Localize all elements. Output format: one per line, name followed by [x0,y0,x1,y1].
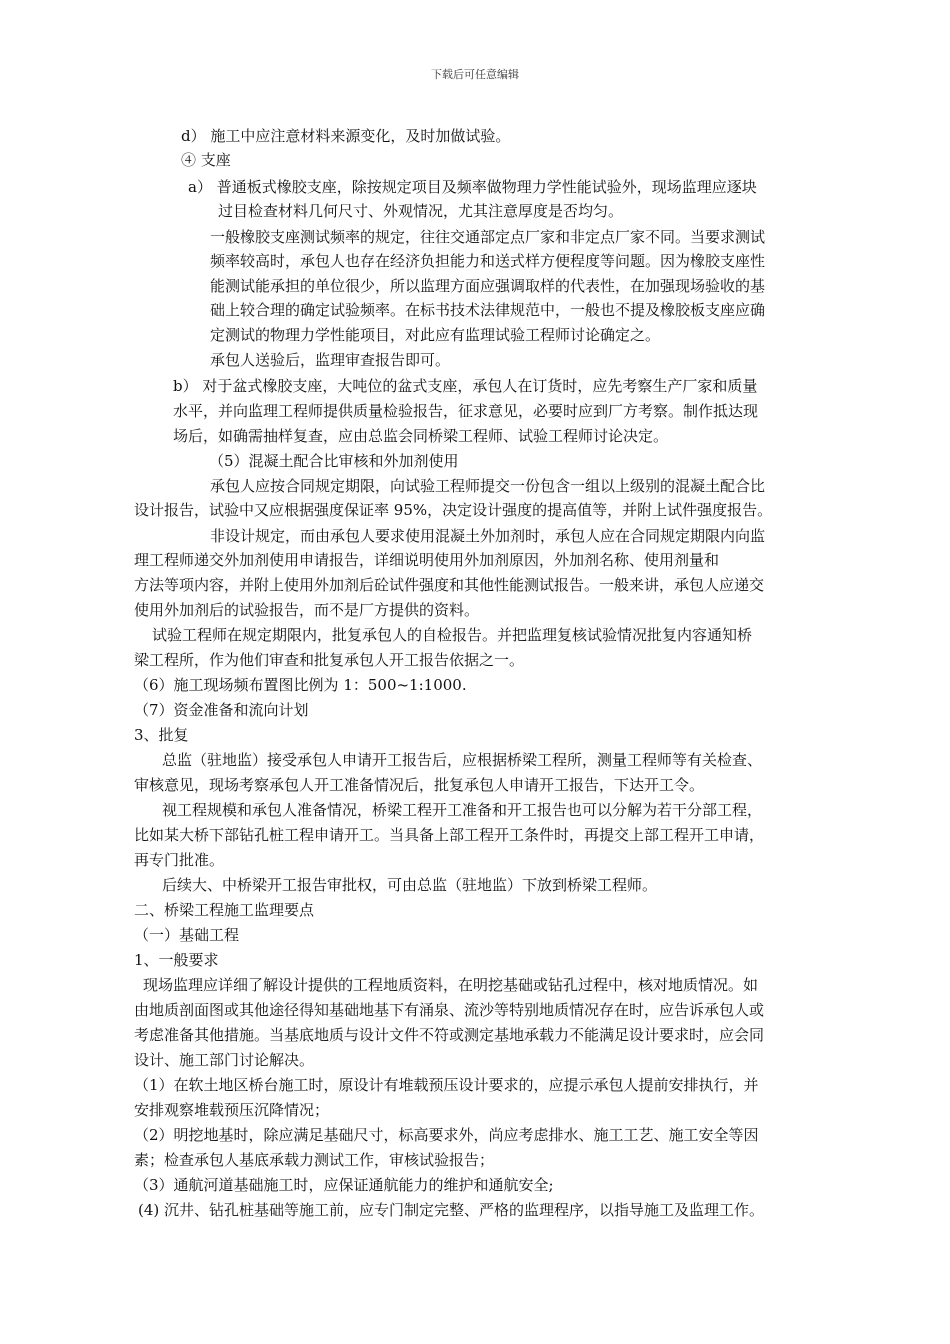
text-line: 承包人应按合同规定期限，向试验工程师提交一份包含一组以上级别的混凝土配合比 [210,477,766,495]
text-line: 试验工程师在规定期限内，批复承包人的自检报告。并把监理复核试验情况批复内容通知桥 [152,626,753,644]
text-line: 考虑准备其他措施。当基底地质与设计文件不符或测定基地承载力不能满足设计要求时，应会同 [134,1026,765,1044]
text-line: d） 施工中应注意材料来源变化，及时加做试验。 [181,127,511,145]
text-line: 过目检查材料几何尺寸、外观情况，尤其注意厚度是否均匀。 [218,202,624,220]
text-line: （6）施工现场频布置图比例为 1：500~1:1000. [134,676,467,694]
text-line: 设计、施工部门讨论解决。 [134,1051,315,1069]
text-line: 1、一般要求 [134,951,219,969]
text-line: 比如某大桥下部钻孔桩工程申请开工。当具备上部工程开工条件时，再提交上部工程开工申请， [134,826,765,844]
text-line: 能测试能承担的单位很少，所以监理方面应强调取样的代表性，在加强现场验收的基 [210,277,766,295]
text-line: (4) 沉井、钻孔桩基础等施工前，应专门制定完整、严格的监理程序，以指导施工及监理工作。 [138,1201,765,1219]
text-line: 现场监理应详细了解设计提供的工程地质资料，在明挖基础或钻孔过程中，核对地质情况。如 [143,976,759,994]
text-line: 由地质剖面图或其他途径得知基础地基下有涌泉、流沙等特别地质情况存在时，应告诉承包人或 [134,1001,765,1019]
text-line: 水平，并向监理工程师提供质量检验报告，征求意见，必要时应到厂方考察。制作抵达现 [173,402,759,420]
text-line: 础上较合理的确定试验频率。在标书技术法律规范中，一般也不提及橡胶板支座应确 [210,301,766,319]
text-line: ④ 支座 [181,151,231,169]
text-line: 二、桥梁工程施工监理要点 [134,901,315,919]
text-line: 非设计规定，而由承包人要求使用混凝土外加剂时，承包人应在合同规定期限内向监 [210,527,766,545]
text-line: （一）基础工程 [134,926,240,944]
text-line: a） 普通板式橡胶支座，除按规定项目及频率做物理力学性能试验外，现场监理应逐块 [188,178,757,196]
text-line: 承包人送验后，监理审查报告即可。 [210,351,451,369]
text-line: 后续大、中桥梁开工报告审批权，可由总监（驻地监）下放到桥梁工程师。 [162,876,658,894]
text-line: 一般橡胶支座测试频率的规定，往往交通部定点厂家和非定点厂家不同。当要求测试 [210,228,766,246]
text-line: 方法等项内容，并附上使用外加剂后砼试件强度和其他性能测试报告。一般来讲，承包人应递交 [134,576,765,594]
text-line: 总监（驻地监）接受承包人申请开工报告后，应根据桥梁工程所，测量工程师等有关检查、 [162,751,763,769]
text-line: 梁工程所，作为他们审查和批复承包人开工报告依据之一。 [134,651,525,669]
text-line: （7）资金准备和流向计划 [134,701,309,719]
text-line: （3）通航河道基础施工时，应保证通航能力的维护和通航安全; [134,1176,554,1194]
text-line: 审核意见，现场考察承包人开工准备情况后，批复承包人申请开工报告，下达开工令。 [134,776,705,794]
text-line: 3、批复 [134,726,189,744]
text-line: 场后，如确需抽样复查，应由总监会同桥梁工程师、试验工程师讨论决定。 [173,427,669,445]
text-line: 使用外加剂后的试验报告，而不是厂方提供的资料。 [134,601,480,619]
page-header: 下载后可任意编辑 [431,68,519,81]
text-line: 设计报告，试验中又应根据强度保证率 95%，决定设计强度的提高值等，并附上试件强度报告。 [134,501,773,519]
text-line: 素；检查承包人基底承载力测试工作，审核试验报告； [134,1151,495,1169]
text-line: （2）明挖地基时，除应满足基础尺寸，标高要求外，尚应考虑排水、施工工艺、施工安全等因 [134,1126,759,1144]
text-line: 定测试的物理力学性能项目，对此应有监理试验工程师讨论确定之。 [210,326,661,344]
text-line: （5）混凝土配合比审核和外加剂使用 [209,452,459,470]
text-line: 频率较高时，承包人也存在经济负担能力和送式样方便程度等问题。因为橡胶支座性 [210,252,766,270]
text-line: 视工程规模和承包人准备情况，桥梁工程开工准备和开工报告也可以分解为若干分部工程， [162,801,763,819]
text-line: 理工程师递交外加剂使用申请报告，详细说明使用外加剂原因，外加剂名称、使用剂量和 [134,551,720,569]
text-line: （1）在软土地区桥台施工时，原设计有堆载预压设计要求的，应提示承包人提前安排执行，并 [134,1076,759,1094]
text-line: 再专门批准。 [134,851,225,869]
text-line: 安排观察堆载预压沉降情况； [134,1101,330,1119]
text-line: b） 对于盆式橡胶支座，大吨位的盆式支座，承包人在订货时，应先考察生产厂家和质量 [173,377,758,395]
